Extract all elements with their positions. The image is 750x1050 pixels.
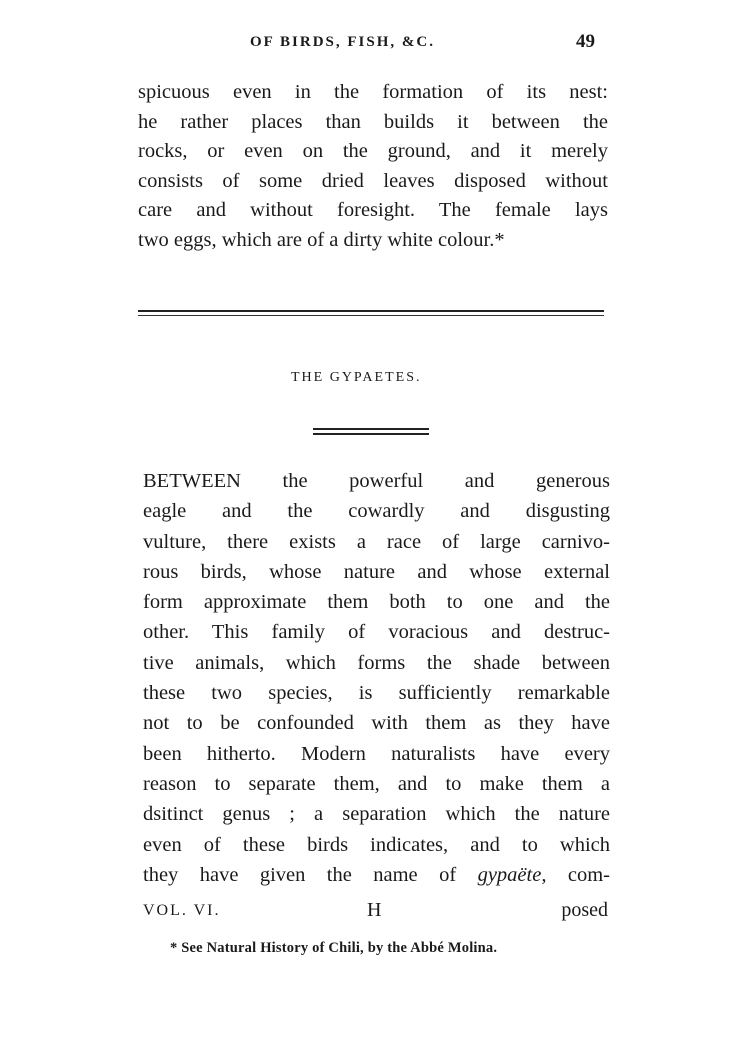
text-line: other. This family of voracious and destruc- xyxy=(143,621,610,644)
title-rule xyxy=(313,428,429,437)
passage-gypaetes xyxy=(143,466,610,890)
text-line: BETWEEN the powerful and generous xyxy=(143,470,610,492)
page-number: 49 xyxy=(576,31,595,52)
text-line: form approximate them both to one and the xyxy=(143,591,610,614)
section-title: THE GYPAETES. xyxy=(291,370,422,385)
signature-mark: H xyxy=(367,899,382,921)
text-line: not to be confounded with them as they have xyxy=(143,712,610,735)
text-line: vulture, there exists a race of large carnivo- xyxy=(143,530,610,553)
italic-term: gypaëte, xyxy=(477,863,547,886)
text-line: reason to separate them, and to make them a xyxy=(143,772,610,795)
text-line: tive animals, which forms the shade between xyxy=(143,651,610,674)
signature-line xyxy=(143,897,610,925)
text-line: rocks, or even on the ground, and it merely xyxy=(138,140,608,162)
text-line: rous birds, whose nature and whose external xyxy=(143,560,610,583)
running-title: OF BIRDS, FISH, &C. xyxy=(250,34,435,50)
footnote: * See Natural History of Chili, by the Abbé Molina. xyxy=(170,940,498,956)
text-line: been hitherto. Modern naturalists have every xyxy=(143,742,610,765)
text-segment: com- xyxy=(546,863,610,886)
passage-continuation xyxy=(138,78,608,255)
text-line: eagle and the cowardly and disgusting xyxy=(143,500,610,523)
volume-label: VOL. VI. xyxy=(143,902,221,919)
text-segment: they have given the name of xyxy=(143,863,478,886)
text-line-italic-term xyxy=(143,860,610,890)
text-line: he rather places than builds it between the xyxy=(138,110,608,133)
text-line: dsitinct genus ; a separation which the nature xyxy=(143,803,610,826)
section-divider xyxy=(138,310,604,318)
catchword: posed xyxy=(561,899,608,921)
text-line: care and without foresight. The female lays xyxy=(138,199,608,221)
text-line: two eggs, which are of a dirty white colour.* xyxy=(138,228,505,251)
text-line: even of these birds indicates, and to which xyxy=(143,833,610,856)
text-line: these two species, is sufficiently remarkable xyxy=(143,682,610,705)
text-line: consists of some dried leaves disposed without xyxy=(138,169,608,192)
text-line: spicuous even in the formation of its nest: xyxy=(138,81,608,103)
